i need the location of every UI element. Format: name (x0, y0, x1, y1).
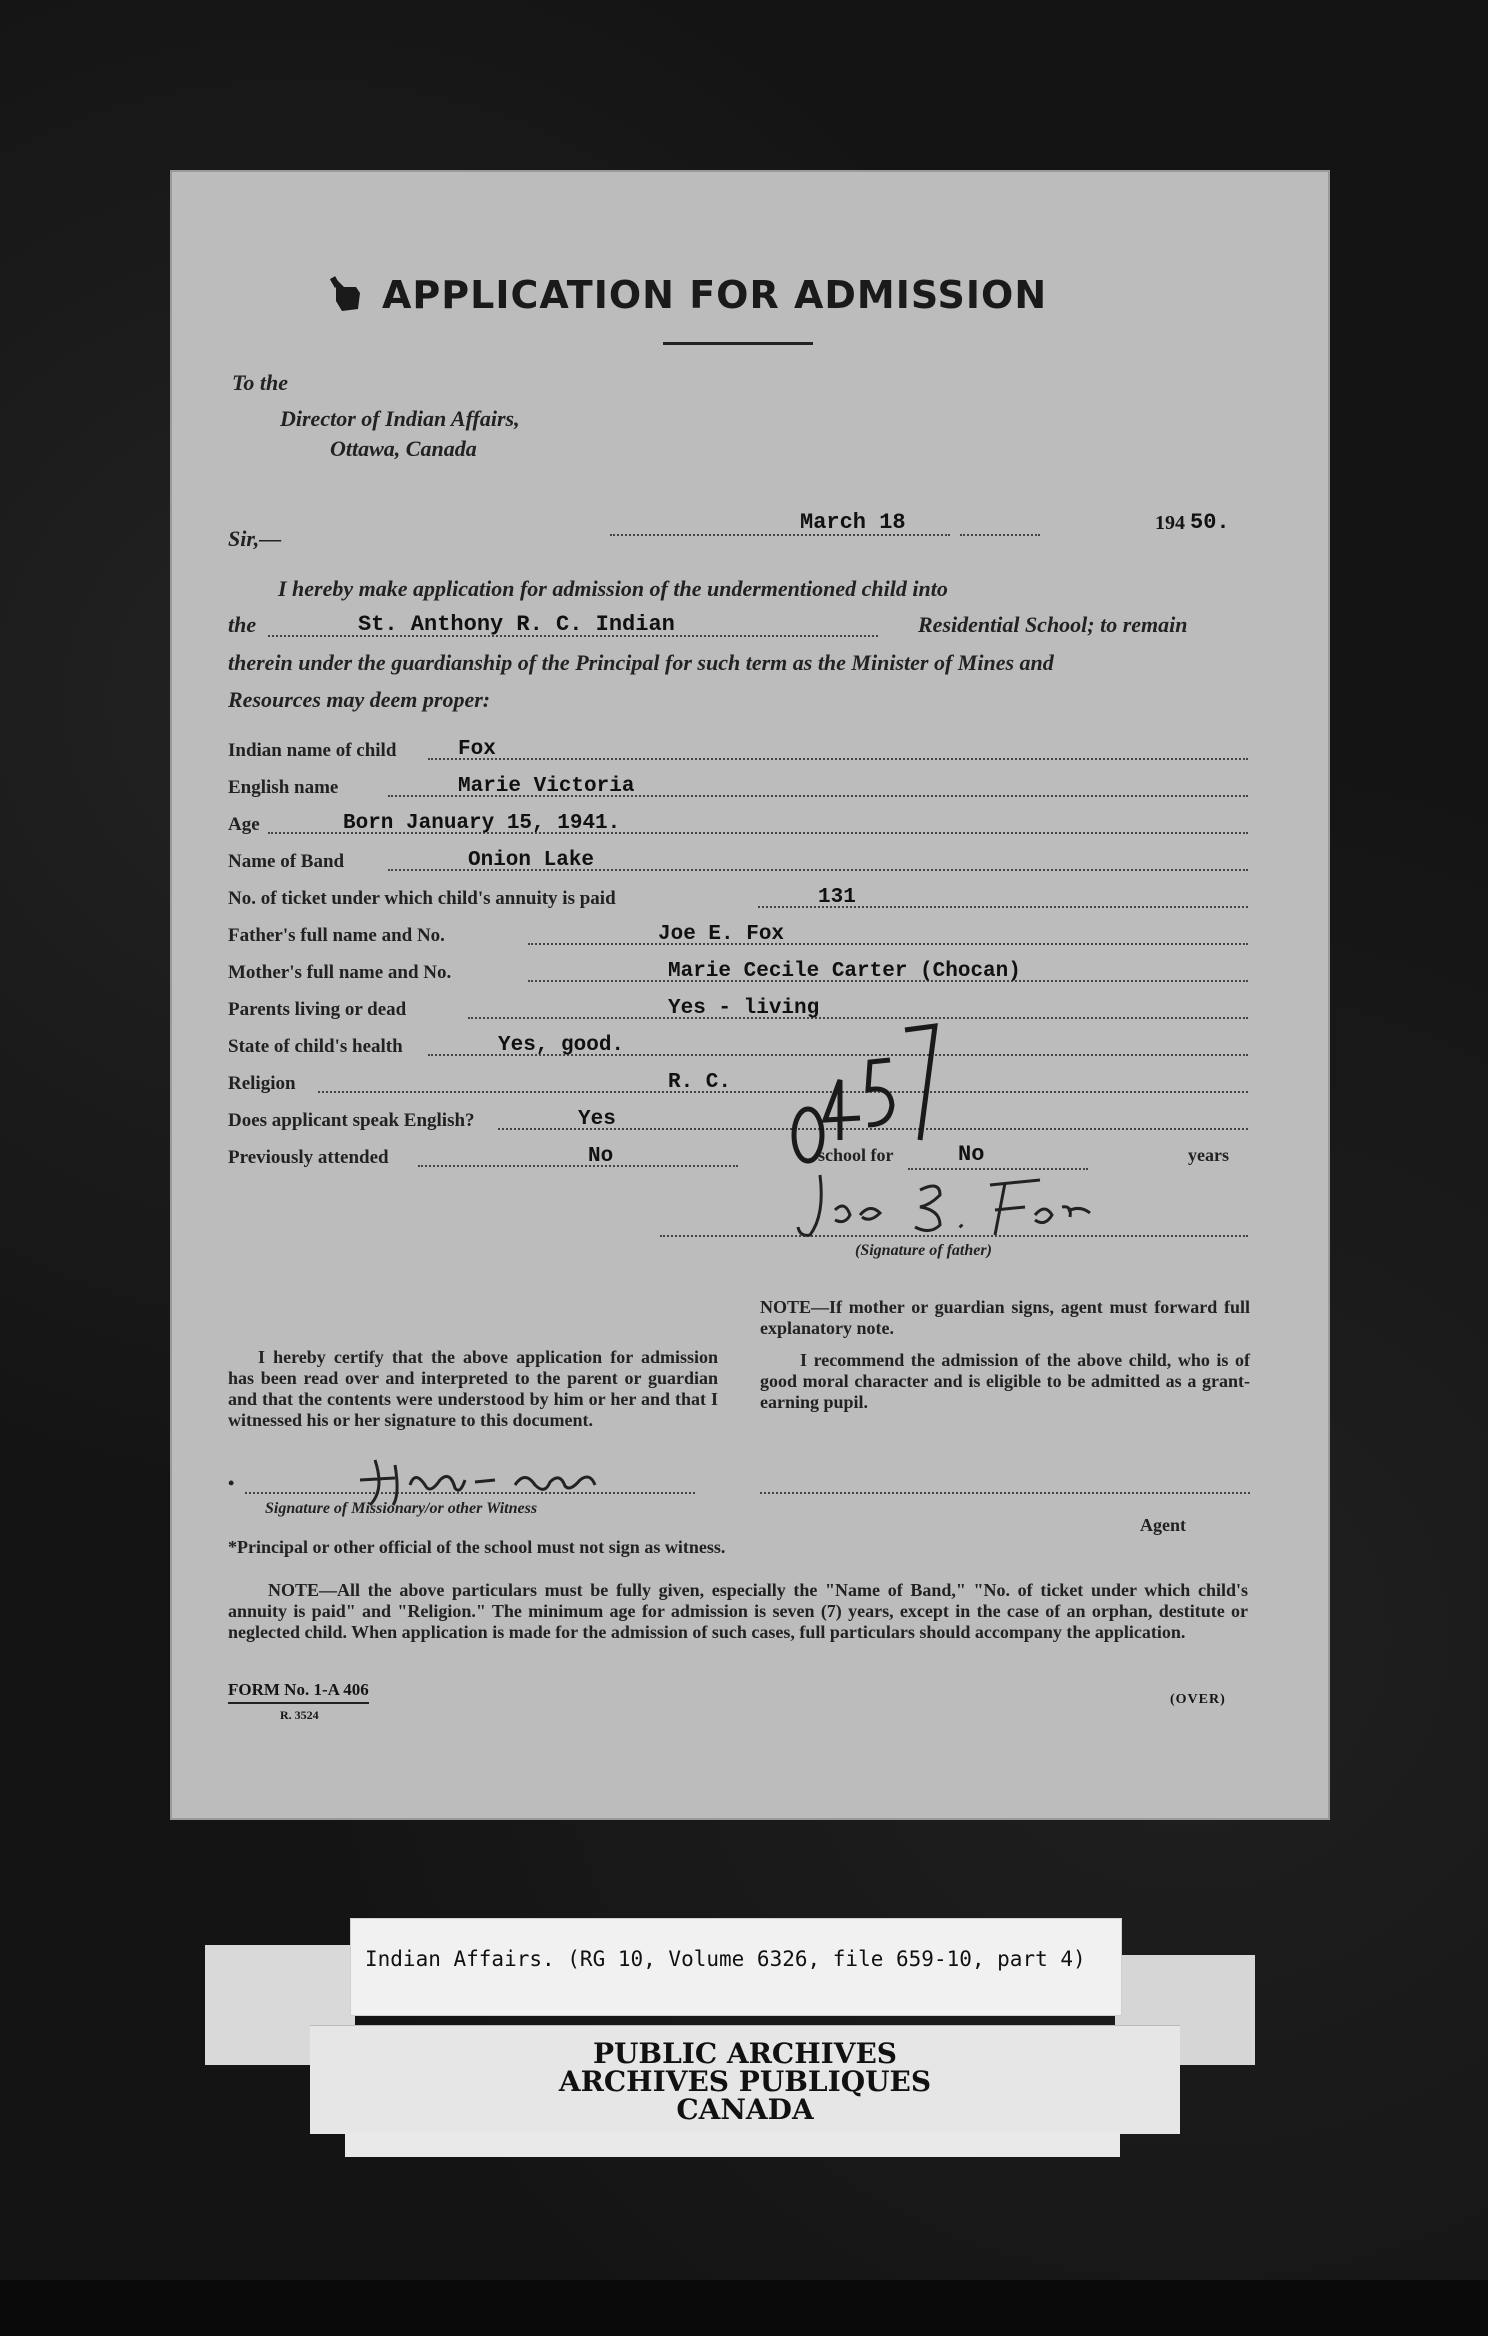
father-signature-drawing (790, 1165, 1110, 1245)
archive-line-1: PUBLIC ARCHIVES (592, 2037, 898, 2070)
intro-residential: Residential School; to remain (918, 612, 1188, 637)
field-row (228, 989, 1248, 1023)
public-archives-stamp (310, 2025, 1180, 2134)
principal-note: *Principal or other official of the school must not sign as witness. (228, 1537, 726, 1557)
father-signature (790, 1165, 1110, 1250)
application-form-page (170, 170, 1330, 1820)
form-number: FORM No. 1-A 406 (228, 1680, 369, 1704)
field-label: English name (228, 777, 339, 798)
year-dotted-line (960, 534, 1040, 536)
field-value: Fox (458, 738, 496, 761)
field-label: Mother's full name and No. (228, 962, 452, 983)
field-row (228, 878, 1248, 912)
addressee-line-1: Director of Indian Affairs, (280, 406, 520, 431)
archive-line-3: CANADA (676, 2093, 814, 2126)
salutation: Sir,— (228, 526, 282, 551)
field-row (228, 804, 1248, 838)
school-name: St. Anthony R. C. Indian (358, 612, 675, 637)
handwritten-number (770, 990, 950, 1175)
handwritten-number-drawing (770, 990, 950, 1170)
field-value: Yes (578, 1108, 616, 1131)
year-value: 50. (1190, 510, 1230, 535)
field-value: No (588, 1145, 614, 1168)
witness-caption: Signature of Missionary/or other Witness (265, 1500, 538, 1517)
archive-stamp-edge (345, 2133, 1120, 2157)
field-dotted-line (428, 758, 1248, 760)
archive-reference-text: Indian Affairs. (RG 10, Volume 6326, file 659-10, part 4) (365, 1947, 1086, 1971)
over-indicator: (OVER) (1170, 1692, 1226, 1707)
form-reference: R. 3524 (280, 1708, 319, 1722)
intro-line-4: Resources may deem proper: (228, 687, 491, 712)
pointing-hand-icon (330, 275, 364, 315)
date-value: March 18 (800, 510, 906, 535)
field-value: Yes - living (668, 997, 820, 1020)
field-value: Born January 15, 1941. (343, 812, 621, 835)
field-row (228, 952, 1248, 986)
form-title: APPLICATION FOR ADMISSION (382, 273, 1048, 317)
field-value: Yes, good. (498, 1034, 625, 1057)
agent-signature-line (760, 1492, 1250, 1494)
years-value: No (958, 1142, 985, 1167)
field-label: Name of Band (228, 851, 345, 872)
field-label: Religion (228, 1073, 296, 1094)
to-label: To the (232, 370, 289, 395)
scan-bottom-band (0, 2280, 1488, 2336)
field-label: Does applicant speak English? (228, 1110, 475, 1131)
field-label: No. of ticket under which child's annuity is paid (228, 888, 616, 909)
intro-line-3: therein under the guardianship of the Principal for such term as the Minister of Mines and (228, 650, 1054, 675)
field-row (228, 767, 1248, 801)
field-dotted-line (528, 943, 1248, 945)
father-signature-caption: (Signature of father) (855, 1242, 992, 1259)
intro-line-1: I hereby make application for admission of the undermentioned child into (278, 576, 948, 601)
intro-line-2 (228, 607, 1248, 644)
years-label: years (1188, 1145, 1229, 1165)
field-label: Indian name of child (228, 740, 397, 761)
bottom-note: NOTE—All the above particulars must be fully given, especially the "Name of Band," "No. of ticket under which child's annuity is paid" and "Religion." The minimum age for admission is seven (7) years, except in the case of an orphan, destitute or neglected child. When application is made for the admission of such cases, full particulars should accompany the application. (228, 1580, 1248, 1642)
form-header (330, 265, 1170, 325)
witness-star: • (228, 1473, 235, 1493)
field-label: Previously attended (228, 1147, 389, 1168)
addressee-line-2: Ottawa, Canada (330, 436, 477, 461)
school-for-label: school for (818, 1145, 894, 1165)
field-label: Father's full name and No. (228, 925, 445, 946)
field-label: Parents living or dead (228, 999, 407, 1020)
field-label: Age (228, 814, 260, 835)
field-value: Onion Lake (468, 849, 595, 872)
note-mother-guardian: NOTE—If mother or guardian signs, agent must forward full explanatory note. (760, 1297, 1250, 1338)
agent-caption: Agent (1140, 1515, 1186, 1535)
field-value: Marie Cecile Carter (Chocan) (668, 960, 1021, 983)
field-value: R. C. (668, 1071, 732, 1094)
field-row (228, 841, 1248, 875)
intro-the: the (228, 612, 257, 637)
field-value: Marie Victoria (458, 775, 635, 798)
field-label: State of child's health (228, 1036, 403, 1057)
field-value: 131 (818, 886, 856, 909)
field-row (228, 1063, 1248, 1097)
certify-statement: I hereby certify that the above application for admission has been read over and interpreted to the parent or guardian and that the contents were understood by him or her and that I witnessed his or her signature to this document. (228, 1347, 718, 1430)
archive-reference-label (350, 1918, 1122, 2016)
field-row (228, 730, 1248, 764)
recommend-statement: I recommend the admission of the above child, who is of good moral character and is eligible to be admitted as a grant-earning pupil. (760, 1350, 1250, 1412)
archive-line-2: ARCHIVES PUBLIQUES (558, 2065, 932, 2098)
year-prefix: 194 (1155, 512, 1185, 534)
field-row (228, 1026, 1248, 1060)
field-row (228, 915, 1248, 949)
title-underline (663, 342, 813, 345)
field-row (228, 1100, 1248, 1134)
field-value: Joe E. Fox (658, 923, 785, 946)
